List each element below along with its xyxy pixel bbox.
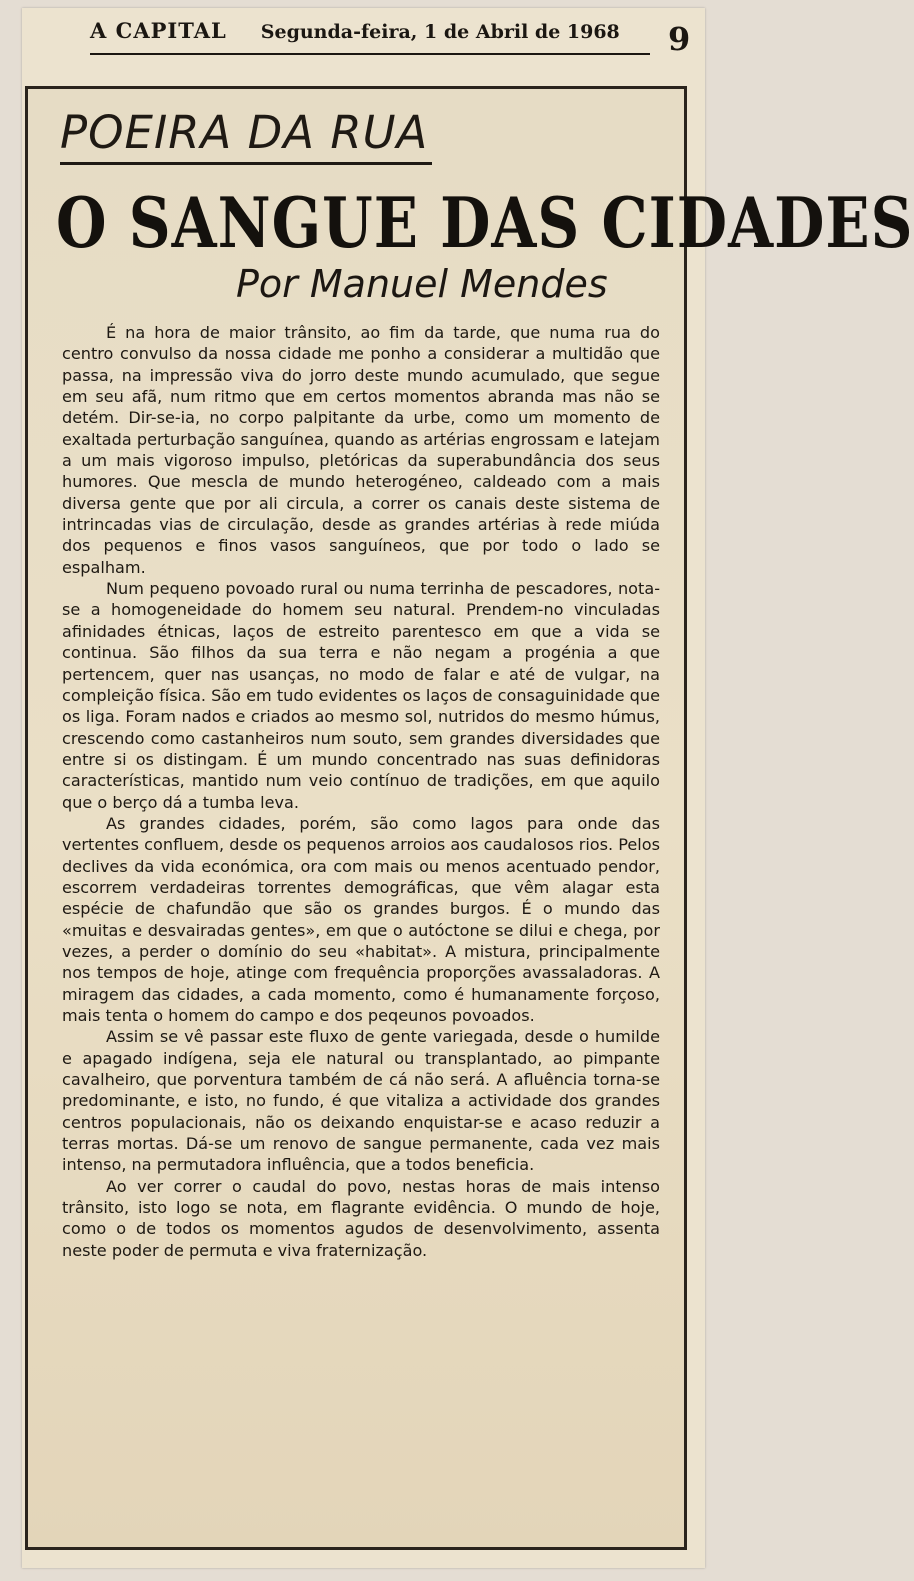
masthead-rule [90, 53, 650, 55]
page-number: 9 [668, 20, 691, 58]
publication-date: Segunda-feira, 1 de Abril de 1968 [260, 21, 620, 43]
masthead [90, 18, 650, 58]
paragraph: As grandes cidades, porém, são como lagos para onde das vertentes confluem, desde os pequenos arroios aos caudalosos rios. Pelos declives da vida económica, ora com mais ou menos acentuado pendor, escorrem verdadeiras torrentes demográficas, que vêm alagar esta espécie de chafundão que são os grandes burgos. É o mundo das «muitas e desvairadas gentes», em que o autóctone se dilui e chega, por vezes, a perder o domínio do seu «habitat». A mistura, principalmente nos tempos de hoje, atinge com frequência proporções avassaladoras. A miragem das cidades, a cada momento, como é humanamente forçoso, mais tenta o homem do campo e dos peqeunos povoados. [62, 813, 660, 1025]
section-rule [60, 162, 432, 165]
publication-name: A CAPITAL [90, 18, 227, 43]
paragraph: Num pequeno povoado rural ou numa terrinha de pescadores, nota-se a homogeneidade do homem seu natural. Prendem-no vinculadas afinidades étnicas, laços de estreito parentesco em que a vida se continua. São filhos da sua terra e não negam a progénia a que pertencem, quer nas usanças, no modo de falar e até de vulgar, na compleição física. São em tudo evidentes os laços de consaguinidade que os liga. Foram nados e criados ao mesmo sol, nutridos do mesmo húmus, crescendo como castanheiros num souto, sem grandes diversidades que entre si os distingam. É um mundo concentrado nas suas definidoras características, mantido num veio contínuo de tradições, em que aquilo que o berço dá a tumba leva. [62, 579, 660, 812]
section-title: POEIRA DA RUA [60, 106, 429, 159]
byline: Por Manuel Mendes [236, 262, 608, 306]
article-body [62, 322, 660, 1261]
paragraph: É na hora de maior trânsito, ao fim da tarde, que numa rua do centro convulso da nossa cidade me ponho a considerar a multidão que passa, na impressão viva do jorro deste mundo acumulado, que segue em seu afã, num ritmo que em certos momentos abranda mas não se detém. Dir-se-ia, no corpo palpitante da urbe, como um momento de exaltada perturbação sanguínea, quando as artérias engrossam e latejam a um mais vigoroso impulso, pletóricas da superabundância dos seus humores. Que mescla de mundo heterogéneo, caldeado com a mais diversa gente que por ali circula, a correr os canais deste sistema de intrincadas vias de circulação, desde as grandes artérias à rede miúda dos pequenos e finos vasos sanguíneos, que por todo o lado se espalham. [62, 323, 660, 577]
paragraph: Ao ver correr o caudal do povo, nestas horas de mais intenso trânsito, isto logo se nota, em flagrante evidência. O mundo de hoje, como o de todos os momentos agudos de desenvolvimento, assenta neste poder de permuta e viva fraternização. [62, 1176, 660, 1260]
headline: O SANGUE DAS CIDADES [56, 182, 914, 264]
paragraph: Assim se vê passar este fluxo de gente variegada, desde o humilde e apagado indígena, seja ele natural ou transplantado, ao pimpante cavalheiro, que porventura também de cá não será. A afluência torna-se predominante, e isto, no fundo, é que vitaliza a actividade dos grandes centros populacionais, não os deixando enquistar-se e acaso reduzir a terras mortas. Dá-se um renovo de sangue permanente, cada vez mais intenso, na permutadora influência, que a todos beneficia. [62, 1027, 660, 1175]
